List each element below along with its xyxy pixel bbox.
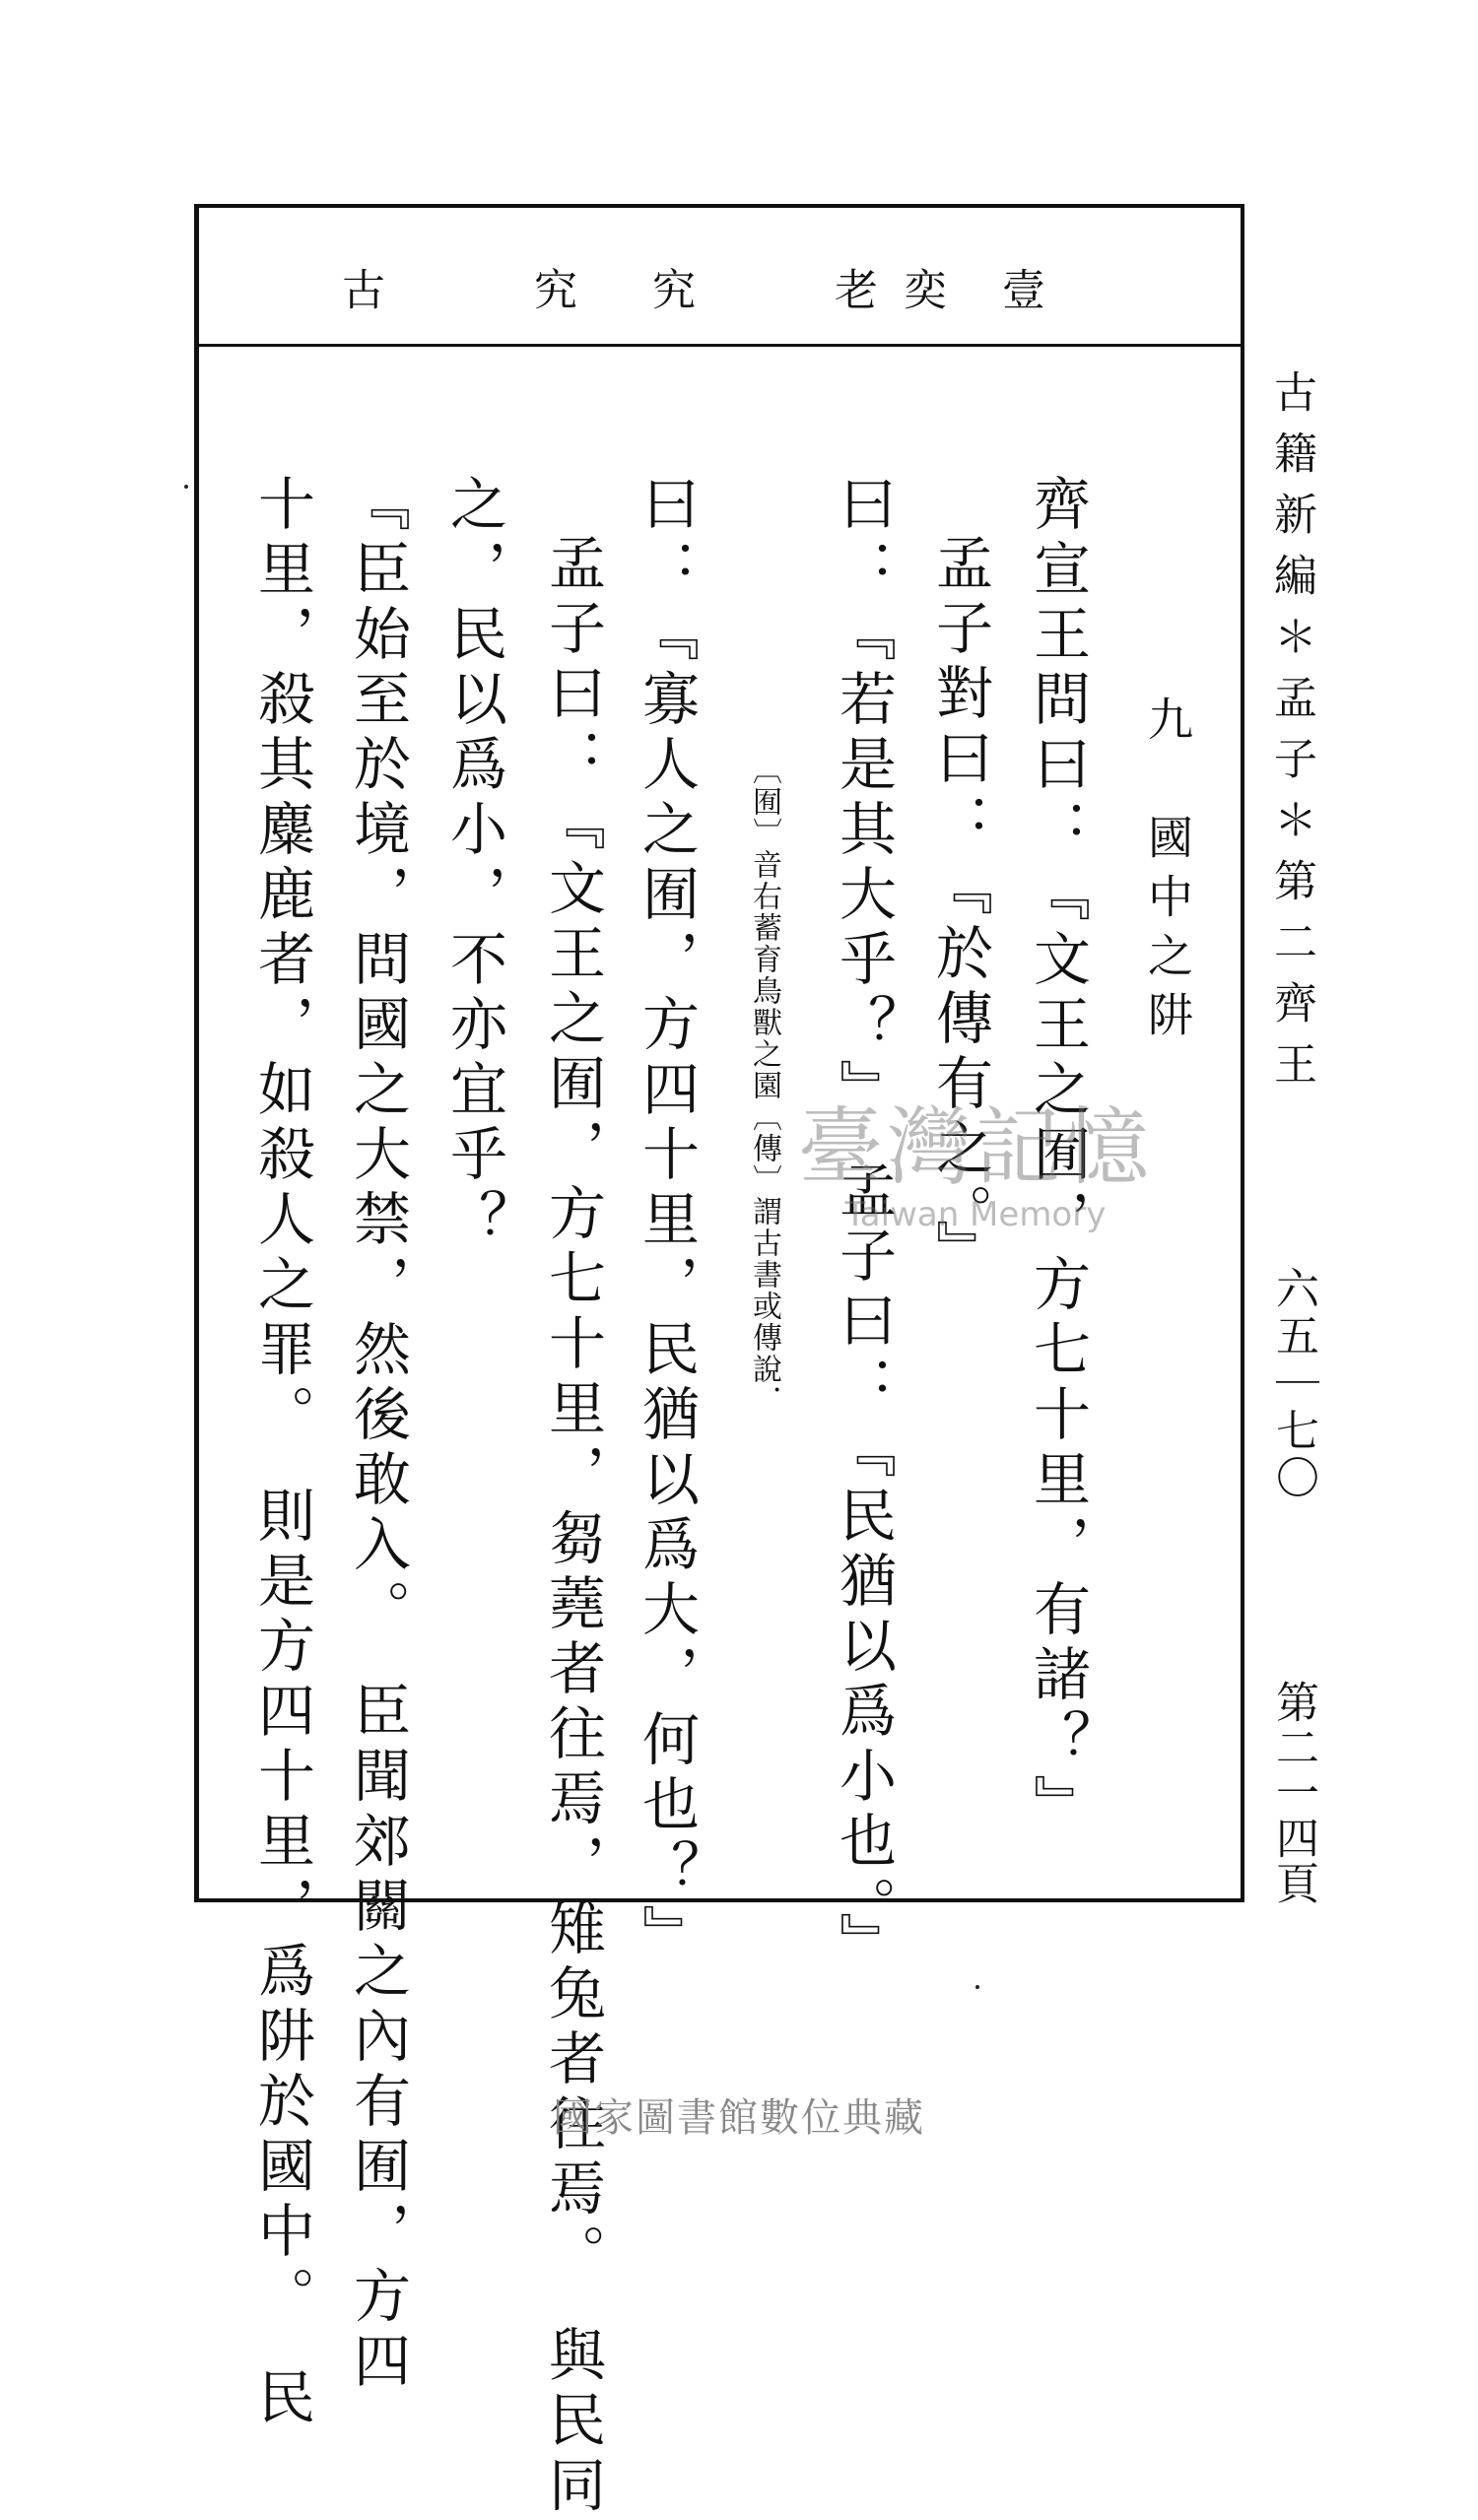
header-number-band	[199, 208, 1241, 347]
text-column-6: 之，民以爲小，不亦宜乎？	[440, 474, 507, 1254]
text-column-1: 齊宣王問曰：『文王之囿，方七十里，有諸？』	[1024, 474, 1091, 1839]
header-number-3: 老	[827, 267, 877, 316]
header-number-4: 究	[644, 267, 695, 316]
library-footer: 國家圖書館數位典藏	[553, 2095, 925, 2141]
header-number-6: 古	[334, 267, 384, 316]
running-title: 古籍新編＊孟子＊第二齊王	[1266, 369, 1316, 1102]
watermark-chinese: 臺灣記憶	[798, 1098, 1153, 1197]
text-column-8: 十里，殺其麋鹿者，如殺人之罪。 則是方四十里，爲阱於國中。 民	[248, 474, 315, 2432]
header-number-1: 壹	[994, 267, 1044, 316]
annotation-note: 〔囿〕音右蓄育鳥獸之園〔傳〕謂古書或傳說．	[747, 755, 781, 1417]
page-range: 六五｜七〇	[1268, 1266, 1318, 1502]
watermark-english: Taiwan Memory	[844, 1195, 1107, 1234]
scan-speck	[975, 1985, 979, 1989]
text-column-3: 曰：『若是其大乎？』 孟子曰：『民猶以爲小也。』	[830, 474, 897, 1977]
section-title: 九 國中之阱	[1141, 696, 1194, 1050]
scan-speck	[184, 485, 188, 489]
page-number: 第二一四頁	[1268, 1680, 1318, 1906]
taiwan-memory-watermark	[769, 1079, 1182, 1234]
text-column-7: 『臣始至於境，問國之大禁，然後敢入。 臣聞郊關之內有囿，方四	[344, 474, 411, 2396]
text-column-2: 孟子對曰：『於傳有之。』	[926, 533, 993, 1285]
header-number-5: 究	[526, 267, 576, 316]
text-column-5: 孟子曰：『文王之囿，方七十里，芻蕘者往焉，雉兔者往焉。 與民同	[539, 533, 606, 2520]
header-number-2: 奕	[896, 267, 946, 316]
text-column-4: 曰：『寡人之囿，方四十里，民猶以爲大，何也？』	[633, 474, 700, 1969]
